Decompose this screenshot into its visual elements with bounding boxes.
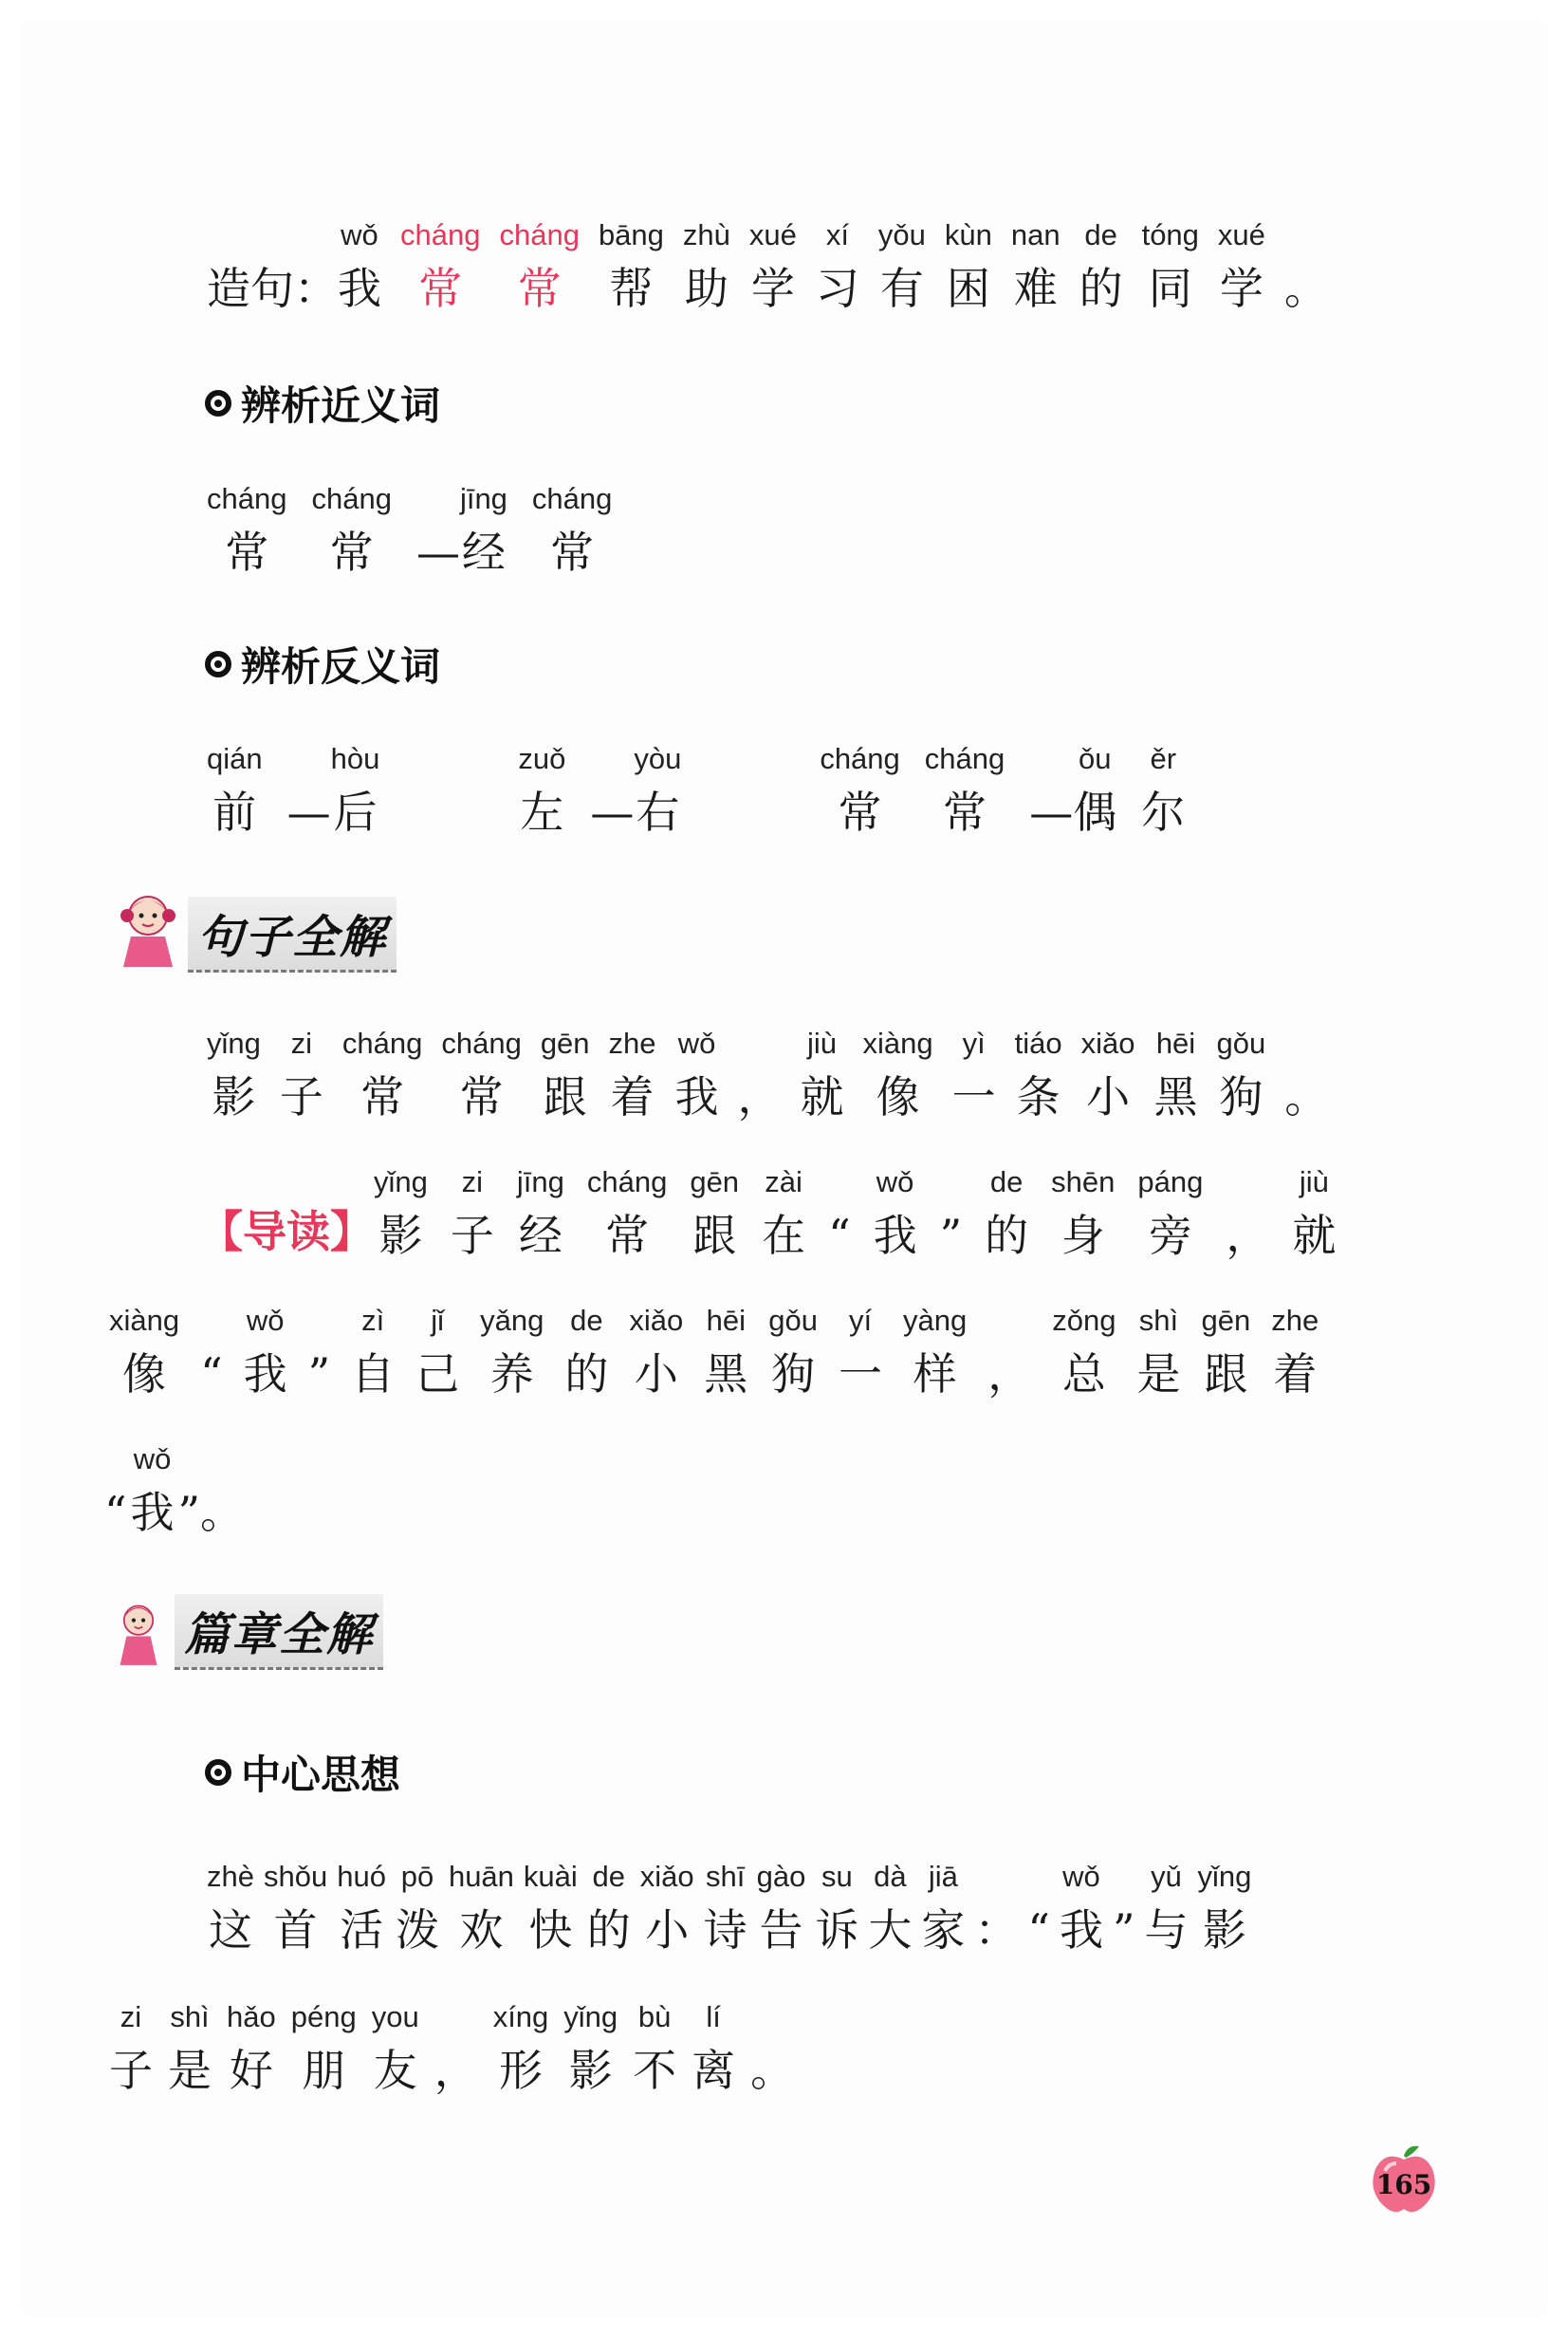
pinyin: zuǒ — [518, 742, 566, 775]
bullet-icon — [205, 390, 231, 417]
ruby-char: 左zuǒ — [518, 742, 566, 838]
guide-label: 【导读】 — [199, 1205, 374, 1257]
pinyin: you — [371, 2000, 419, 2033]
ruby-char: 常cháng — [531, 482, 613, 578]
pinyin: zhe — [608, 1027, 656, 1060]
pinyin: yí — [839, 1304, 883, 1337]
ruby-char: 旁páng — [1137, 1165, 1204, 1261]
punctuation: ” — [939, 1210, 963, 1261]
pinyin: zi — [109, 2000, 153, 2033]
ruby-char: 总zǒng — [1052, 1304, 1116, 1400]
ruby-char: 这zhè — [207, 1860, 254, 1956]
pinyin: xiǎo — [639, 1860, 694, 1893]
ruby-char: 自zì — [351, 1304, 396, 1400]
ruby-char: 偶ǒu — [1073, 742, 1117, 838]
pinyin: tiáo — [1014, 1027, 1062, 1060]
punctuation: ： — [974, 1904, 1019, 1956]
ruby-char: 在zài — [762, 1165, 806, 1261]
pinyin: hēi — [704, 1304, 748, 1337]
ruby-char: 朋péng — [290, 2000, 357, 2096]
central-idea-line-2 — [109, 2000, 809, 2095]
guide-line-3 — [104, 1442, 248, 1537]
ruby-char: 跟gēn — [690, 1165, 740, 1261]
pinyin: ěr — [1141, 742, 1186, 775]
pinyin: jiù — [800, 1027, 844, 1060]
pinyin: xiàng — [862, 1027, 933, 1060]
pinyin: kùn — [944, 218, 992, 251]
pinyin: gēn — [540, 1027, 590, 1060]
girl-mascot-icon — [102, 1598, 175, 1670]
ruby-char: 一yì — [951, 1027, 996, 1122]
pinyin: xué — [1217, 218, 1265, 251]
ruby-char: 常cháng — [820, 742, 900, 838]
ruby-char: 学xué — [748, 218, 797, 314]
pinyin: wǒ — [338, 218, 381, 251]
pinyin: wǒ — [873, 1165, 917, 1198]
pinyin: shì — [1136, 1304, 1181, 1337]
ruby-char: 大dà — [868, 1860, 913, 1956]
pinyin: ǒu — [1073, 742, 1117, 775]
punctuation: 。 — [1283, 263, 1328, 314]
pinyin: yǐng — [374, 1165, 428, 1198]
ruby-char: 身shēn — [1051, 1165, 1116, 1261]
section-banner-sentence — [102, 887, 397, 973]
pinyin: huó — [337, 1860, 386, 1893]
pinyin: shī — [703, 1860, 747, 1893]
punctuation: “ — [1027, 1904, 1050, 1956]
ruby-char: 友you — [371, 2000, 419, 2096]
antonym-pair — [820, 742, 1209, 837]
pinyin: shǒu — [263, 1860, 328, 1893]
ruby-char: 小xiǎo — [1080, 1027, 1135, 1122]
ruby-char: 我wǒ — [1059, 1860, 1103, 1956]
ruby-char: 的de — [1079, 218, 1123, 314]
ruby-char: 常cháng — [207, 482, 287, 578]
guide-line-2 — [109, 1304, 1339, 1399]
pinyin: yǐng — [1197, 1860, 1252, 1893]
ruby-char: 就jiù — [800, 1027, 844, 1122]
pinyin: jīng — [516, 1165, 564, 1198]
pinyin: bù — [633, 2000, 677, 2033]
pinyin: cháng — [400, 218, 481, 251]
pinyin: shì — [168, 2000, 212, 2033]
central-idea-heading-text: 中心思想 — [241, 1752, 401, 1798]
ruby-char: 我wǒ — [243, 1304, 287, 1400]
ruby-char: 经jīng — [516, 1165, 564, 1261]
pinyin: jiā — [921, 1860, 966, 1893]
ruby-char: 样yàng — [903, 1304, 968, 1400]
pinyin: zi — [450, 1165, 494, 1198]
guide-line-1 — [199, 1165, 1358, 1260]
pinyin: kuài — [523, 1860, 578, 1893]
ruby-char: 活huó — [337, 1860, 386, 1956]
central-idea-line-1 — [207, 1860, 1261, 1955]
ruby-char: 困kùn — [944, 218, 992, 314]
pinyin: gēn — [1201, 1304, 1251, 1337]
pinyin: nan — [1010, 218, 1061, 251]
pinyin: hēi — [1153, 1027, 1198, 1060]
ruby-char: 常cháng — [400, 218, 481, 314]
ruby-char: 一yí — [839, 1304, 883, 1400]
ruby-char: 我wǒ — [130, 1442, 175, 1538]
punctuation: “ — [104, 1487, 127, 1538]
pinyin: jǐ — [415, 1304, 460, 1337]
ruby-char: 习xí — [815, 218, 859, 314]
pinyin: gào — [756, 1860, 806, 1893]
ruby-char: 子zi — [450, 1165, 494, 1261]
ruby-char: 条tiáo — [1014, 1027, 1062, 1122]
ruby-char: 有yǒu — [877, 218, 926, 314]
ruby-char: 小xiǎo — [629, 1304, 684, 1400]
ruby-char: 着zhe — [1271, 1304, 1319, 1400]
pinyin: de — [985, 1165, 1029, 1198]
pinyin: de — [564, 1304, 609, 1337]
ruby-char: 像xiàng — [109, 1304, 180, 1400]
punctuation: ”。 — [177, 1487, 245, 1538]
pinyin: cháng — [311, 482, 392, 515]
ruby-char: 与yǔ — [1144, 1860, 1189, 1956]
pinyin: dà — [868, 1860, 913, 1893]
example-sentence — [207, 218, 1328, 313]
synonym-heading — [205, 375, 440, 432]
pinyin: xiàng — [109, 1304, 180, 1337]
ruby-char: 诗shī — [703, 1860, 747, 1956]
synonym-heading-text: 辨析近义词 — [241, 382, 441, 429]
ruby-char: 右yòu — [634, 742, 682, 838]
pinyin: gǒu — [1216, 1027, 1266, 1060]
pinyin: zi — [279, 1027, 323, 1060]
sentence-line — [207, 1027, 1347, 1122]
pinyin: yǒu — [877, 218, 926, 251]
pinyin: zhè — [207, 1860, 254, 1893]
pinyin: de — [586, 1860, 631, 1893]
ruby-char: 泼pō — [395, 1860, 439, 1956]
ruby-char: 小xiǎo — [639, 1860, 694, 1956]
ruby-char: 帮bāng — [598, 218, 664, 314]
ruby-char: 像xiàng — [862, 1027, 933, 1122]
ruby-char: 子zi — [109, 2000, 153, 2096]
dash: — — [590, 787, 635, 838]
antonym-pairs — [207, 742, 1323, 837]
antonym-pair — [207, 742, 404, 837]
pinyin: hǎo — [227, 2000, 276, 2033]
ruby-char: 狗gǒu — [768, 1304, 819, 1400]
ruby-char: 是shì — [168, 2000, 212, 2096]
pinyin: páng — [1137, 1165, 1204, 1198]
pinyin: zhù — [682, 218, 730, 251]
punctuation: ， — [434, 2045, 478, 2096]
pinyin: wǒ — [243, 1304, 287, 1337]
ruby-char: 常cháng — [924, 742, 1005, 838]
ruby-char: 好hǎo — [227, 2000, 276, 2096]
section-title-sentence: 句子全解 — [188, 897, 397, 973]
pinyin: jīng — [459, 482, 507, 515]
pinyin: su — [815, 1860, 859, 1893]
pinyin: cháng — [499, 218, 580, 251]
ruby-char: 的de — [564, 1304, 609, 1400]
pinyin: cháng — [207, 482, 287, 515]
ruby-char: 快kuài — [523, 1860, 578, 1956]
pinyin: yàng — [903, 1304, 968, 1337]
ruby-char: 常cháng — [499, 218, 580, 314]
pinyin: cháng — [531, 482, 613, 515]
pinyin: shēn — [1051, 1165, 1116, 1198]
section-banner-chapter — [102, 1594, 383, 1670]
ruby-char: 我wǒ — [674, 1027, 719, 1122]
pinyin: xiǎo — [1080, 1027, 1135, 1060]
pinyin: gēn — [690, 1165, 740, 1198]
dash: — — [286, 787, 331, 838]
pinyin: yǐng — [207, 1027, 261, 1060]
antonym-heading-text: 辨析反义词 — [241, 643, 441, 690]
ruby-char: 离lí — [692, 2000, 736, 2096]
pinyin: yòu — [634, 742, 682, 775]
bullet-icon — [205, 651, 231, 677]
ruby-char: 黑hēi — [1153, 1027, 1198, 1122]
pinyin: xíng — [492, 2000, 549, 2033]
ruby-char: 的de — [985, 1165, 1029, 1261]
page-number: 165 — [1375, 2169, 1432, 2200]
pinyin: yì — [951, 1027, 996, 1060]
ruby-char: 就jiù — [1292, 1165, 1337, 1261]
ruby-char: 尔ěr — [1141, 742, 1186, 838]
ruby-char: 黑hēi — [704, 1304, 748, 1400]
pinyin: hòu — [330, 742, 380, 775]
pinyin: zhe — [1271, 1304, 1319, 1337]
ruby-char: 告gào — [756, 1860, 806, 1956]
ruby-char: 我wǒ — [338, 218, 381, 314]
pinyin: qián — [207, 742, 263, 775]
ruby-char: 同tóng — [1141, 218, 1199, 314]
ruby-char: 影yǐng — [1197, 1860, 1252, 1956]
dash: — — [1029, 787, 1074, 838]
ruby-char: 影yǐng — [207, 1027, 261, 1122]
pinyin: zǒng — [1052, 1304, 1116, 1337]
ruby-char: 着zhe — [608, 1027, 656, 1122]
ruby-char: 首shǒu — [263, 1860, 328, 1956]
ruby-char: 影yǐng — [374, 1165, 428, 1261]
pinyin: wǒ — [130, 1442, 175, 1475]
antonym-pair — [518, 742, 706, 837]
ruby-char: 后hòu — [330, 742, 380, 838]
pinyin: lí — [692, 2000, 736, 2033]
ruby-char: 不bù — [633, 2000, 677, 2096]
pinyin: huān — [448, 1860, 514, 1893]
ruby-char: 我wǒ — [873, 1165, 917, 1261]
pinyin: cháng — [341, 1027, 423, 1060]
ruby-char: 经jīng — [459, 482, 507, 578]
section-title-chapter: 篇章全解 — [175, 1594, 383, 1670]
synonym-pair — [207, 482, 636, 577]
girl-mascot-icon — [102, 887, 188, 973]
punctuation: ， — [987, 1348, 1032, 1400]
ruby-char: 是shì — [1136, 1304, 1181, 1400]
page-number-badge — [1366, 2142, 1442, 2218]
ruby-char: 己jǐ — [415, 1304, 460, 1400]
pinyin: wǒ — [674, 1027, 719, 1060]
dash: — — [415, 527, 460, 578]
antonym-heading — [205, 636, 440, 693]
ruby-char: 形xíng — [492, 2000, 549, 2096]
ruby-char: 跟gēn — [540, 1027, 590, 1122]
pinyin: xué — [748, 218, 797, 251]
pinyin: yǔ — [1144, 1860, 1189, 1893]
ruby-char: 学xué — [1217, 218, 1265, 314]
punctuation: 。 — [750, 2045, 795, 2096]
pinyin: tóng — [1141, 218, 1199, 251]
punctuation: 。 — [1284, 1071, 1329, 1122]
ruby-char: 难nan — [1010, 218, 1061, 314]
ruby-char: 前qián — [207, 742, 263, 838]
ruby-char: 家jiā — [921, 1860, 966, 1956]
pinyin: wǒ — [1059, 1860, 1103, 1893]
central-idea-heading — [205, 1744, 400, 1801]
pinyin: yǐng — [563, 2000, 618, 2033]
pinyin: péng — [290, 2000, 357, 2033]
pinyin: pō — [395, 1860, 439, 1893]
punctuation: “ — [200, 1348, 223, 1400]
ruby-char: 诉su — [815, 1860, 859, 1956]
ruby-char: 养yǎng — [480, 1304, 544, 1400]
pinyin: xiǎo — [629, 1304, 684, 1337]
pinyin: xí — [815, 218, 859, 251]
ruby-char: 助zhù — [682, 218, 730, 314]
pinyin: bāng — [598, 218, 664, 251]
ruby-char: 跟gēn — [1201, 1304, 1251, 1400]
punctuation: ” — [307, 1348, 331, 1400]
pinyin: jiù — [1292, 1165, 1337, 1198]
ruby-char: 影yǐng — [563, 2000, 618, 2096]
ruby-char: 常cháng — [586, 1165, 668, 1261]
ruby-char: 常cháng — [341, 1027, 423, 1122]
punctuation: ， — [737, 1071, 782, 1122]
ruby-char: 的de — [586, 1860, 631, 1956]
pinyin: cháng — [586, 1165, 668, 1198]
example-label: 造句： — [207, 263, 338, 314]
ruby-char: 欢huān — [448, 1860, 514, 1956]
pinyin: zì — [351, 1304, 396, 1337]
pinyin: cháng — [820, 742, 900, 775]
ruby-char: 常cháng — [311, 482, 392, 578]
pinyin: cháng — [924, 742, 1005, 775]
ruby-char: 狗gǒu — [1216, 1027, 1266, 1122]
pinyin: yǎng — [480, 1304, 544, 1337]
pinyin: zài — [762, 1165, 806, 1198]
pinyin: cháng — [441, 1027, 522, 1060]
pinyin: gǒu — [768, 1304, 819, 1337]
pinyin: de — [1079, 218, 1123, 251]
punctuation: ” — [1112, 1904, 1135, 1956]
ruby-char: 子zi — [279, 1027, 323, 1122]
bullet-icon — [205, 1759, 231, 1786]
punctuation: ， — [1226, 1210, 1270, 1261]
ruby-char: 常cháng — [441, 1027, 522, 1122]
punctuation: “ — [828, 1210, 851, 1261]
